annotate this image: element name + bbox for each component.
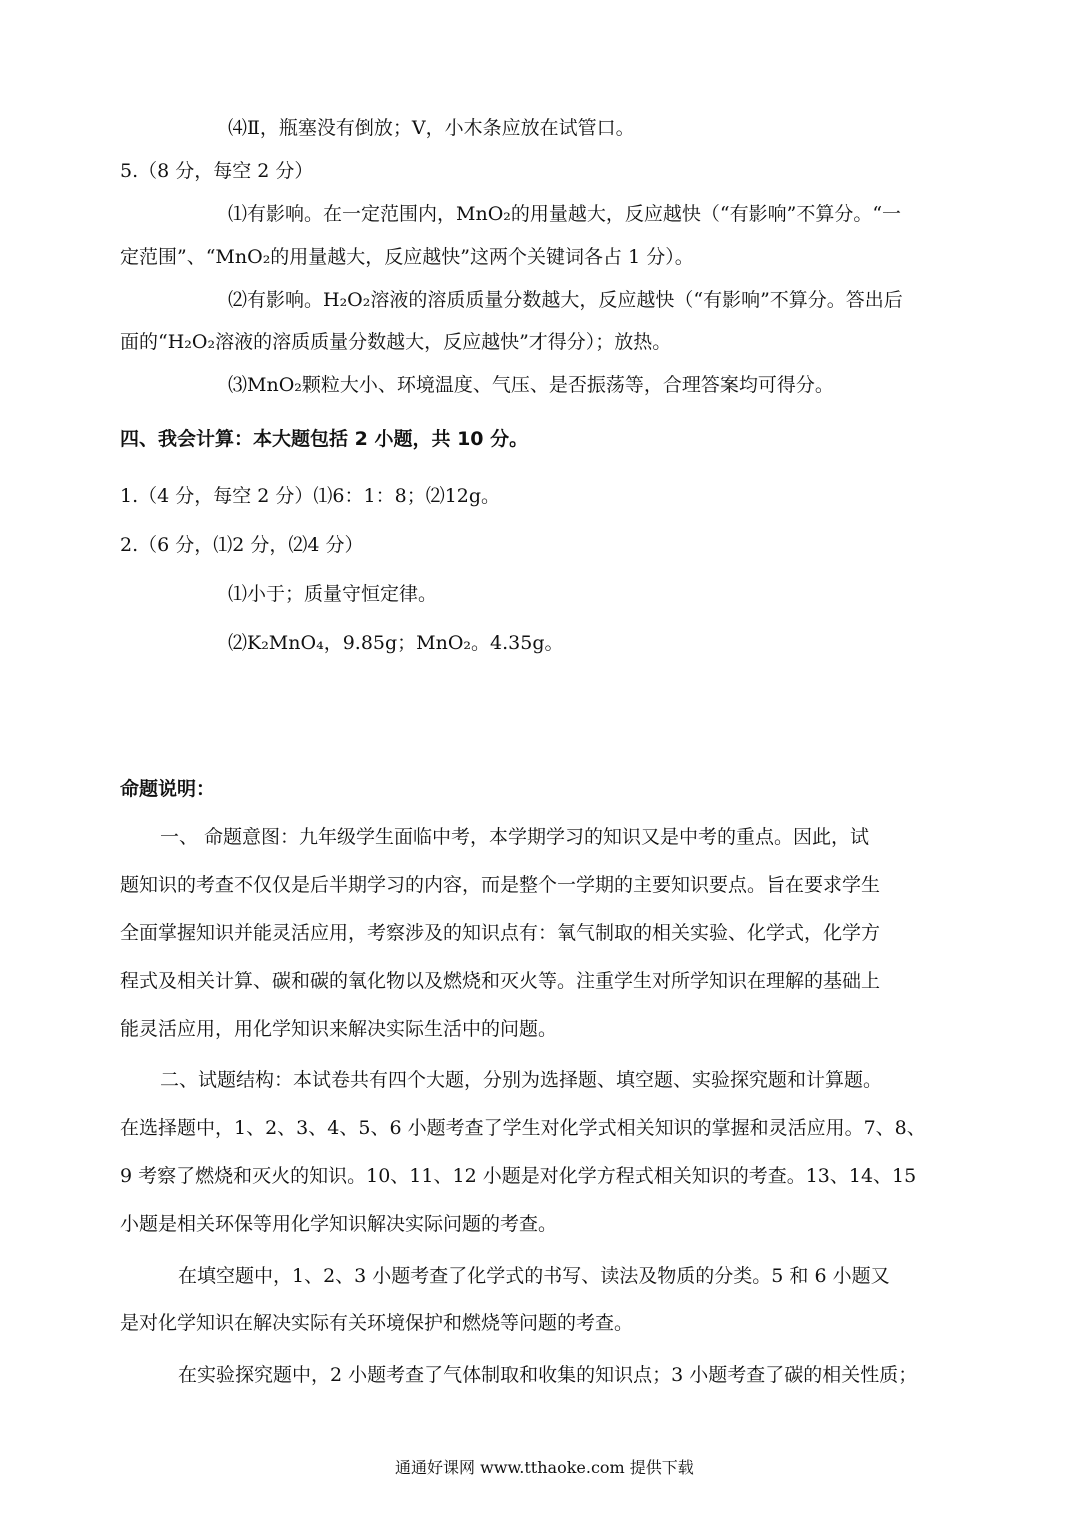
answer-5-2-line1: ⑵有影响。H₂O₂溶液的溶质质量分数越大，反应越快（“有影响”不算分。答出后 bbox=[228, 289, 903, 311]
notes-paragraph-line: 9 考察了燃烧和灭火的知识。10、11、12 小题是对化学方程式相关知识的考查。13、14、15 bbox=[120, 1165, 917, 1187]
notes-paragraph-line: 二、试题结构：本试卷共有四个大题，分别为选择题、填空题、实验探究题和计算题。 bbox=[160, 1069, 883, 1091]
calc-answer-2-2: ⑵K₂MnO₄，9.85g；MnO₂。4.35g。 bbox=[228, 632, 564, 654]
notes-paragraph-line: 能灵活应用，用化学知识来解决实际生活中的问题。 bbox=[120, 1018, 558, 1040]
notes-paragraph-line: 题知识的考查不仅仅是后半期学习的内容，而是整个一学期的主要知识要点。旨在要求学生 bbox=[120, 874, 881, 896]
notes-paragraph-line: 是对化学知识在解决实际有关环境保护和燃烧等问题的考查。 bbox=[120, 1312, 634, 1334]
calc-answer-2-header: 2.（6 分，⑴2 分，⑵4 分） bbox=[120, 534, 364, 556]
notes-paragraph-line: 一、 命题意图：九年级学生面临中考，本学期学习的知识又是中考的重点。因此，试 bbox=[160, 826, 870, 848]
answer-5-1-line1: ⑴有影响。在一定范围内，MnO₂的用量越大，反应越快（“有影响”不算分。“一 bbox=[228, 203, 902, 225]
answer-5-3: ⑶MnO₂颗粒大小、环境温度、气压、是否振荡等，合理答案均可得分。 bbox=[228, 374, 834, 396]
page-footer: 通通好课网 www.tthaoke.com 提供下载 bbox=[395, 1458, 694, 1477]
notes-heading: 命题说明： bbox=[120, 778, 216, 800]
notes-paragraph-line: 小题是相关环保等用化学知识解决实际问题的考查。 bbox=[120, 1213, 558, 1235]
notes-paragraph-line: 全面掌握知识并能灵活应用，考察涉及的知识点有：氧气制取的相关实验、化学式，化学方 bbox=[120, 922, 881, 944]
answer-5-1-line2: 定范围”、“MnO₂的用量越大，反应越快”这两个关键词各占 1 分）。 bbox=[120, 246, 694, 268]
notes-paragraph-line: 在填空题中，1、2、3 小题考查了化学式的书写、读法及物质的分类。5 和 6 小题又 bbox=[178, 1265, 890, 1287]
calc-answer-2-1: ⑴小于；质量守恒定律。 bbox=[228, 583, 438, 605]
notes-paragraph-line: 在选择题中，1、2、3、4、5、6 小题考查了学生对化学式相关知识的掌握和灵活应用。7、8、 bbox=[120, 1117, 926, 1139]
notes-paragraph-line: 程式及相关计算、碳和碳的氧化物以及燃烧和灭火等。注重学生对所学知识在理解的基础上 bbox=[120, 970, 881, 992]
answer-4-4: ⑷Ⅱ，瓶塞没有倒放；Ⅴ，小木条应放在试管口。 bbox=[228, 117, 635, 139]
answer-5-2-line2: 面的“H₂O₂溶液的溶质质量分数越大，反应越快”才得分）；放热。 bbox=[120, 331, 672, 353]
notes-paragraph-line: 在实验探究题中，2 小题考查了气体制取和收集的知识点；3 小题考查了碳的相关性质； bbox=[178, 1364, 918, 1386]
answer-5-header: 5.（8 分，每空 2 分） bbox=[120, 160, 314, 182]
calc-answer-1: 1.（4 分，每空 2 分）⑴6：1：8；⑵12g。 bbox=[120, 485, 501, 507]
section-4-heading: 四、我会计算：本大题包括 2 小题，共 10 分。 bbox=[120, 428, 529, 450]
